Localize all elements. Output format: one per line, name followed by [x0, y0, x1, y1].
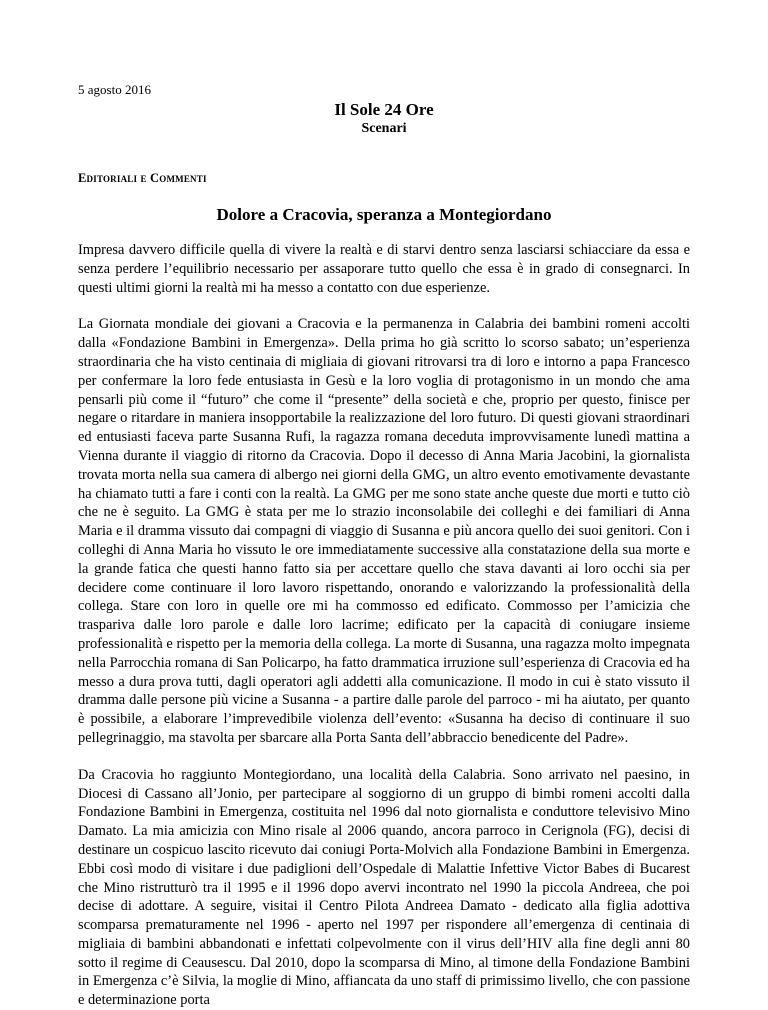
article-title: Dolore a Cracovia, speranza a Montegiordano — [216, 205, 552, 224]
publication-date: 5 agosto 2016 — [78, 82, 151, 97]
rubric-label: Editoriali e Commenti — [78, 171, 207, 185]
document-page — [78, 82, 690, 1010]
section-name: Scenari — [361, 121, 407, 136]
newspaper-name: Il Sole 24 Ore — [334, 100, 434, 119]
article-paragraph: Da Cracovia ho raggiunto Montegiordano, una località della Calabria. Sono arrivato nel paesino, in Diocesi di Cassano all’Jonio, per partecipare al soggiorno di un gruppo di bimbi romeni accolti dalla Fondazione Bambini in Emergenza, costituita nel 1996 dal noto giornalista e conduttore televisivo Mino Damato. La mia amicizia con Mino risale al 2006 quando, ancora parroco in Cerignola (FG), decisi di destinare un cospicuo lascito ricevuto dai coniugi Porta-Molvich alla Fondazione Bambini in Emergenza. Ebbi così modo di visitare i due padiglioni dell’Ospedale di Malattie Infettive Victor Babes di Bucarest che Mino ristrutturò tra il 1995 e il 1996 dopo avervi incontrato nel 1990 la piccola Andreea, che poi decise di adottare. A seguire, visitai il Centro Pilota Andreea Damato - dedicato alla figlia adottiva scomparsa prematuramente nel 1996 - aperto nel 1997 per rispondere all’emergenza di centinaia di migliaia di bambini abbandonati e infettati colpevolmente con il virus dell’HIV alla fine degli anni 80 sotto il regime di Ceausescu. Dal 2010, dopo la scomparsa di Mino, al timone della Fondazione Bambini in Emergenza c’è Silvia, la moglie di Mino, affiancata da uno staff di primissimo livello, che con passione e determinazione porta — [78, 766, 690, 1009]
article-paragraph: La Giornata mondiale dei giovani a Cracovia e la permanenza in Calabria dei bambini romeni accolti dalla «Fondazione Bambini in Emergenza». Della prima ho già scritto lo scorso sabato; un’esperienza straordinaria che ha visto centinaia di migliaia di giovani ritrovarsi tra di loro e intorno a papa Francesco per confermare la loro fede entusiasta in Gesù e la loro voglia di protagonismo in un mondo che ama pensarli più come il “futuro” che come il “presente” della società e che, proprio per questo, finisce per negare o ritardare in maniera insopportabile la realizzazione del loro futuro. Di questi giovani straordinari ed entusiasti faceva parte Susanna Rufi, la ragazza romana deceduta improvvisamente lunedì mattina a Vienna durante il viaggio di ritorno da Cracovia. Dopo il decesso di Anna Maria Jacobini, la giornalista trovata morta nella sua camera di albergo nei giorni della GMG, un altro evento emotivamente devastante ha chiamato tutti a fare i conti con la realtà. La GMG per me sono state anche queste due morti e tutto ciò che ne è seguito. La GMG è stata per me lo strazio inconsolabile dei colleghi e dei familiari di Anna Maria e il dramma vissuto dai compagni di viaggio di Susanna e più ancora quello dei suoi genitori. Con i colleghi di Anna Maria ho vissuto le ore immediatamente successive alla constatazione della sua morte e la grande fatica che questi hanno fatto sia per accettare quello che stava davanti ai loro occhi sia per decidere come continuare il loro lavoro rispettando, onorando e valorizzando la professionalità della collega. Stare con loro in quelle ore mi ha commosso ed edificato. Commosso per l’amicizia che traspariva dalle loro parole e dalle loro lacrime; edificato per la capacità di coniugare insieme professionalità e rispetto per la memoria della collega. La morte di Susanna, una ragazza molto impegnata nella Parrocchia romana di San Policarpo, ha fatto drammatica irruzione sull’esperienza di Cracovia ed ha messo a dura prova tutti, dagli operatori agli addetti alla comunicazione. Il modo in cui è stato vissuto il dramma dalle persone più vicine a Susanna - a partire dalle parole del parroco - mi ha aiutato, per quanto è possibile, a elaborare l’imprevedibile violenza dell’evento: «Susanna ha deciso di continuare il suo pellegrinaggio, ma stavolta per sbarcare alla Porta Santa dell’abbraccio benedicente del Padre». — [78, 316, 690, 746]
article-paragraph: Impresa davvero difficile quella di vivere la realtà e di starvi dentro senza lasciarsi schiacciare da essa e senza perdere l’equilibrio necessario per assaporare tutto quello che essa è in grado di consegnarci. In questi ultimi giorni la realtà mi ha messo a contatto con due esperienze. — [78, 242, 690, 296]
